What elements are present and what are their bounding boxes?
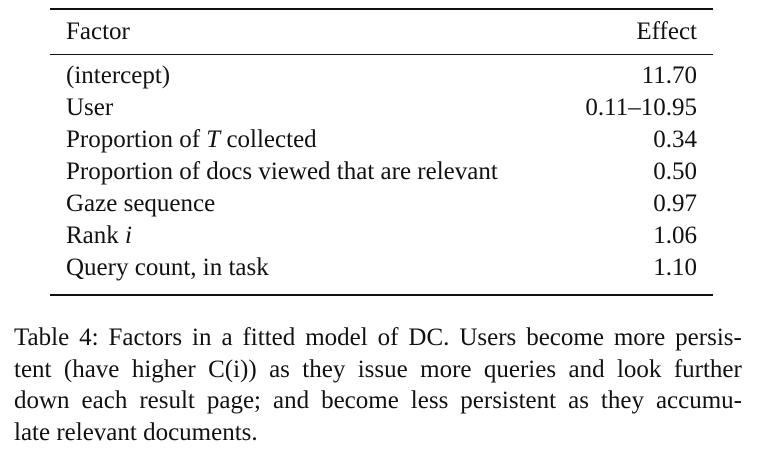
- factor-variable: T: [206, 126, 221, 153]
- header-effect: Effect: [636, 18, 697, 45]
- caption-line: [14, 322, 742, 354]
- factor-cell: Query count, in task: [66, 254, 269, 281]
- table-row: [50, 252, 713, 284]
- table-caption: [14, 322, 742, 448]
- table-header-row: [50, 16, 713, 48]
- caption-line: [14, 354, 742, 386]
- caption-word: become: [526, 324, 604, 351]
- caption-word: (have: [63, 355, 120, 383]
- effect-cell: 11.70: [641, 62, 697, 89]
- factor-cell: (intercept): [66, 62, 171, 89]
- table-row: [50, 60, 713, 92]
- caption-line: [14, 385, 742, 417]
- caption-word: each: [81, 387, 128, 414]
- factor-variable: i: [125, 222, 132, 249]
- caption-word: further: [673, 355, 742, 383]
- caption-word: Users: [459, 324, 517, 351]
- caption-word: queries: [483, 355, 557, 383]
- table-row: [50, 92, 713, 124]
- caption-word: page;: [206, 387, 261, 414]
- caption-word: and: [568, 355, 605, 383]
- factor-text: Rank: [66, 222, 126, 249]
- caption-word: fitted: [242, 324, 296, 351]
- caption-word: DC.: [408, 324, 450, 351]
- caption-word: in: [192, 324, 212, 351]
- effect-cell: 0.11–10.95: [585, 94, 697, 121]
- factor-cell: [66, 124, 317, 156]
- caption-word: persis-: [675, 324, 742, 351]
- table-row: [50, 188, 713, 220]
- header-factor: Factor: [66, 18, 130, 45]
- factor-cell: User: [66, 94, 114, 121]
- table-row: [50, 220, 713, 252]
- caption-word: late relevant documents.: [14, 418, 258, 446]
- caption-word: Factors: [108, 324, 183, 351]
- caption-word: become: [321, 387, 399, 414]
- table-row: [50, 124, 713, 156]
- factor-cell: Proportion of docs viewed that are relevant: [66, 158, 498, 185]
- caption-word: as: [568, 387, 589, 414]
- effect-cell: 1.06: [653, 222, 697, 249]
- caption-word: less: [410, 387, 449, 414]
- factors-table: [50, 8, 713, 296]
- caption-word: and: [272, 387, 310, 414]
- factor-cell: [66, 220, 132, 252]
- caption-word: result: [139, 387, 195, 414]
- caption-word: accumu-: [655, 387, 742, 414]
- caption-word: as: [269, 355, 290, 383]
- caption-word: of: [377, 324, 399, 351]
- caption-word: issue: [357, 355, 408, 383]
- table-row: [50, 156, 713, 188]
- table-top-rule: [50, 8, 713, 10]
- factor-text: Proportion of: [66, 126, 207, 153]
- effect-cell: 0.50: [653, 158, 697, 185]
- effect-cell: 0.34: [653, 126, 697, 153]
- effect-cell: 1.10: [653, 254, 697, 281]
- caption-word: higher: [131, 355, 196, 383]
- caption-word: model: [305, 324, 368, 351]
- caption-word: more: [420, 355, 472, 383]
- table-bottom-rule: [50, 294, 713, 296]
- effect-cell: 0.97: [653, 190, 697, 217]
- caption-word: look: [616, 355, 662, 383]
- caption-word: Table: [14, 324, 70, 351]
- table-header-rule: [50, 54, 713, 55]
- caption-word: C(i)): [208, 355, 257, 383]
- caption-word: persistent: [460, 387, 557, 414]
- caption-line: [14, 417, 742, 449]
- caption-word: they: [600, 387, 644, 414]
- factor-text: collected: [220, 126, 317, 153]
- caption-word: 4:: [79, 324, 99, 351]
- caption-word: a: [221, 324, 233, 351]
- caption-word: more: [613, 324, 666, 351]
- caption-word: down: [14, 387, 70, 414]
- factor-cell: Gaze sequence: [66, 190, 216, 217]
- caption-word: tent: [14, 355, 52, 383]
- table-body: [50, 60, 713, 284]
- caption-word: they: [302, 355, 346, 383]
